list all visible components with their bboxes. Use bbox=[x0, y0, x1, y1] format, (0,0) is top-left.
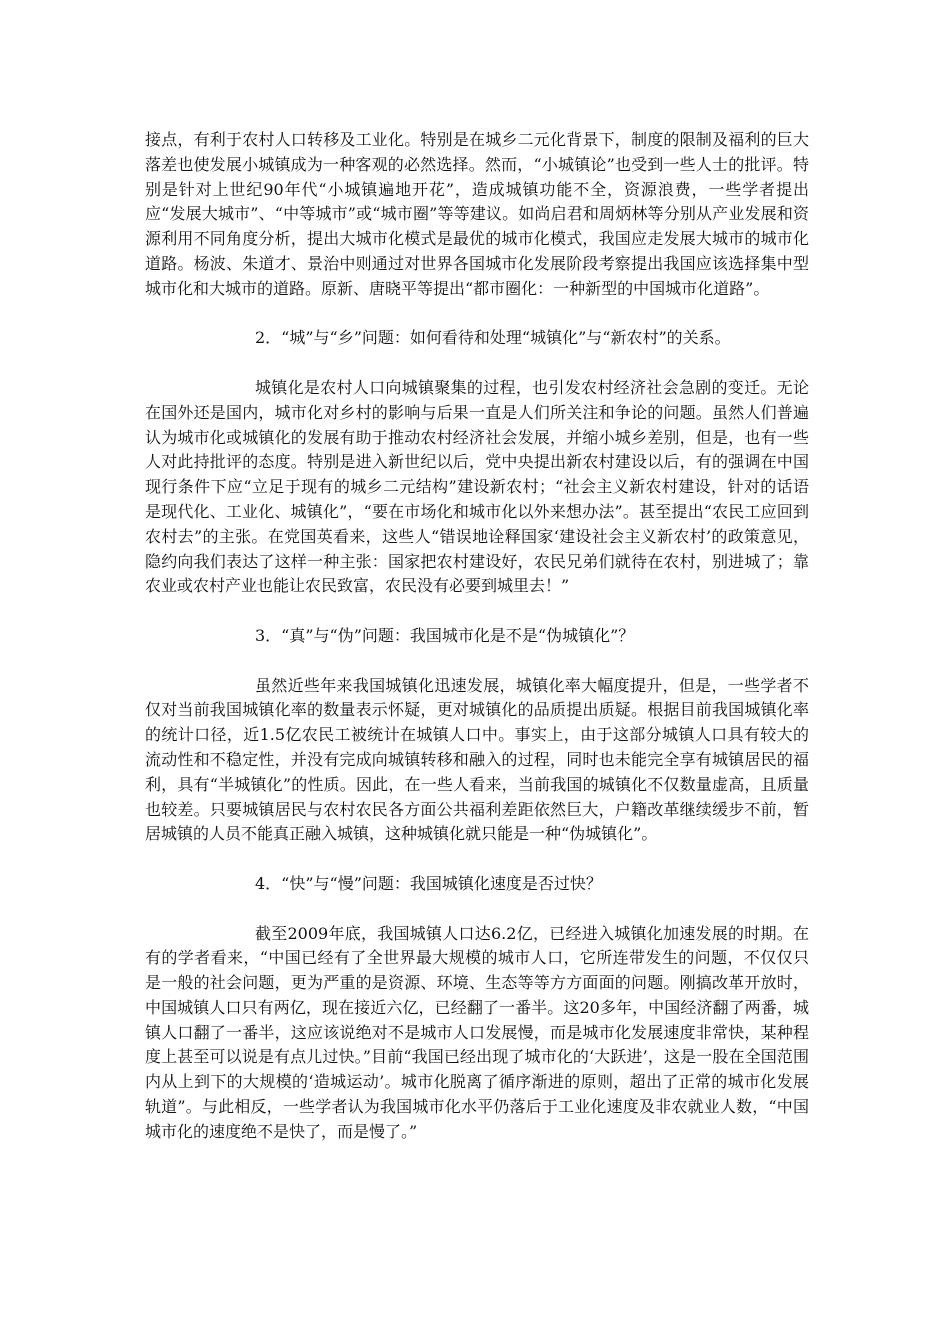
paragraph-section-3: 虽然近些年来我国城镇化迅速发展，城镇化率大幅度提升，但是，一些学者不仅对当前我国城镇化率的数量表示怀疑，更对城镇化的品质提出质疑。根据目前我国城镇化率的统计口径，近1.5亿农民工被统计在城镇人口中。事实上，由于这部分城镇人口具有较大的流动性和不稳定性，并没有完成向城镇转移和融入的过程，同时也未能完全享有城镇居民的福利，具有“半城镇化”的性质。因此，在一些人看来，当前我国的城镇化不仅数量虚高，且质量也较差。只要城镇居民与农村农民各方面公共福利差距依然巨大，户籍改革继续缓步不前，暂居城镇的人员不能真正融入城镇，这种城镇化就只能是一种“伪城镇化”。 bbox=[145, 675, 809, 844]
paragraph-gap bbox=[145, 847, 809, 872]
paragraph-gap bbox=[145, 351, 809, 376]
paragraph-section-4: 截至2009年底，我国城镇人口达6.2亿，已经进入城镇化加速发展的时期。在有的学者看来，“中国已经有了全世界最大规模的城市人口，它所连带发生的问题，不仅仅只是一般的社会问题，更为严重的是资源、环境、生态等等方方面面的问题。刚搞改革开放时，中国城镇人口只有两亿，现在接近六亿，已经翻了一番半。这20多年，中国经济翻了两番，城镇人口翻了一番半，这应该说绝对不是城市人口发展慢，而是城市化发展速度非常快，某种程度上甚至可以说是有点儿过快。”目前“我国已经出现了城市化的‘大跃进’，这是一股在全国范围内从上到下的大规模的‘造城运动’。城市化脱离了循序渐进的原则，超出了正常的城市化发展轨道”。与此相反，一些学者认为我国城市化水平仍落后于工业化速度及非农就业人数，“中国城市化的速度绝不是快了，而是慢了。” bbox=[145, 923, 809, 1141]
paragraph-gap bbox=[145, 649, 809, 674]
paragraph-intro: 接点，有利于农村人口转移及工业化。特别是在城乡二元化背景下，制度的限制及福利的巨大落差也使发展小城镇成为一种客观的必然选择。然而，“小城镇论”也受到一些人士的批评。特别是针对上世纪90年代“小城镇遍地开花”，造成城镇功能不全，资源浪费，一些学者提出应“发展大城市”、“中等城市”或“城市圈”等等建议。如尚启君和周炳林等分别从产业发展和资源利用不同角度分析，提出大城市化模式是最优的城市化模式，我国应走发展大城市的城市化道路。杨波、朱道才、景治中则通过对世界各国城市化发展阶段考察提出我国应该选择集中型城市化和大城市的道路。原新、唐晓平等提出“都市圈化：一种新型的中国城市化道路”。 bbox=[145, 130, 809, 298]
paragraph-section-2: 城镇化是农村人口向城镇聚集的过程，也引发农村经济社会急剧的变迁。无论在国外还是国内，城市化对乡村的影响与后果一直是人们所关注和争论的问题。虽然人们普遍认为城市化或城镇化的发展有助于推动农村经济社会发展，并缩小城乡差别，但是，也有一些人对此持批评的态度。特别是进入新世纪以后，党中央提出新农村建设以后，有的强调在中国现行条件下应“立足于现有的城乡二元结构”建设新农村；“社会主义新农村建设，针对的话语是现代化、工业化、城镇化”，“要在市场化和城市化以外来想办法”。甚至提出“农民工应回到农村去”的主张。在党国英看来，这些人“错误地诠释国家‘建设社会主义新农村’的政策意见，隐约向我们表达了这样一种主张：国家把农村建设好，农民兄弟们就待在农村，别进城了；靠农业或农村产业也能让农民致富，农民没有必要到城里去！” bbox=[145, 377, 809, 596]
paragraph-gap bbox=[145, 599, 809, 624]
section-heading-3: 3．“真”与“伪”问题：我国城市化是不是“伪城镇化”？ bbox=[255, 625, 635, 645]
document-page bbox=[145, 128, 809, 1145]
paragraph-gap bbox=[145, 897, 809, 922]
paragraph-gap bbox=[145, 302, 809, 327]
section-heading-4: 4．“快”与“慢”问题：我国城镇化速度是否过快？ bbox=[255, 873, 602, 893]
section-heading-2: 2．“城”与“乡”问题：如何看待和处理“城镇化”与“新农村”的关系。 bbox=[255, 328, 731, 348]
